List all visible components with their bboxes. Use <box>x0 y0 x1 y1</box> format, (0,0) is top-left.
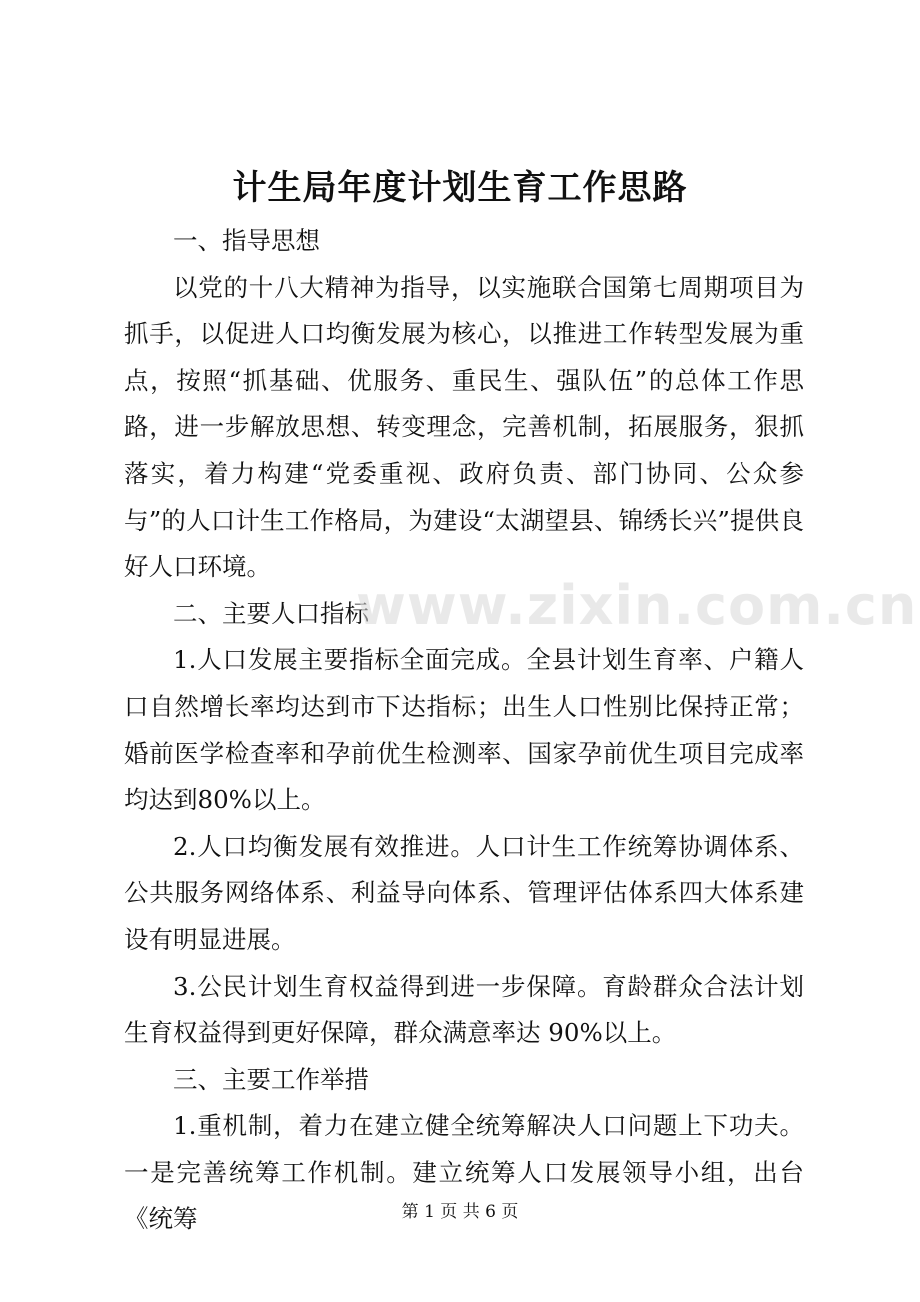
section-heading-guiding-ideology: 一、指导思想 <box>173 226 320 255</box>
paragraph-indicator-2: 2.人口均衡发展有效推进。人口计生工作统筹协调体系、公共服务网络体系、利益导向体系、管理评估体系四大体系建设有明显进展。 <box>124 831 804 954</box>
paragraph-indicator-3: 3.公民计划生育权益得到进一步保障。育龄群众合法计划生育权益得到更好保障，群众满意率达 90%以上。 <box>124 971 804 1048</box>
paragraph-measure-1: 1.重机制，着力在建立健全统筹解决人口问题上下功夫。一是完善统筹工作机制。建立统筹人口发展领导小组，出台《统筹 <box>124 1111 804 1234</box>
paragraph-guiding-ideology: 以党的十八大精神为指导，以实施联合国第七周期项目为抓手，以促进人口均衡发展为核心，以推进工作转型发展为重点，按照“抓基础、优服务、重民生、强队伍”的总体工作思路，进一步解放思想、转变理念，完善机制，拓展服务，狠抓落实，着力构建“党委重视、政府负责、部门协同、公众参与”的人口计生工作格局，为建设“太湖望县、锦绣长兴”提供良好人口环境。 <box>124 272 804 582</box>
paragraph-indicator-1: 1.人口发展主要指标全面完成。全县计划生育率、户籍人口自然增长率均达到市下达指标；出生人口性别比保持正常；婚前医学检查率和孕前优生检测率、国家孕前优生项目完成率均达到80%以上。 <box>124 645 804 815</box>
section-heading-population-indicators: 二、主要人口指标 <box>173 598 369 628</box>
watermark: www.zixin.com.cn <box>356 574 918 637</box>
section-heading-work-measures: 三、主要工作举措 <box>173 1064 369 1094</box>
page-footer: 第 1 页 共 6 页 <box>401 1202 519 1222</box>
document-title: 计生局年度计划生育工作思路 <box>232 168 688 208</box>
document-body <box>124 218 804 1243</box>
